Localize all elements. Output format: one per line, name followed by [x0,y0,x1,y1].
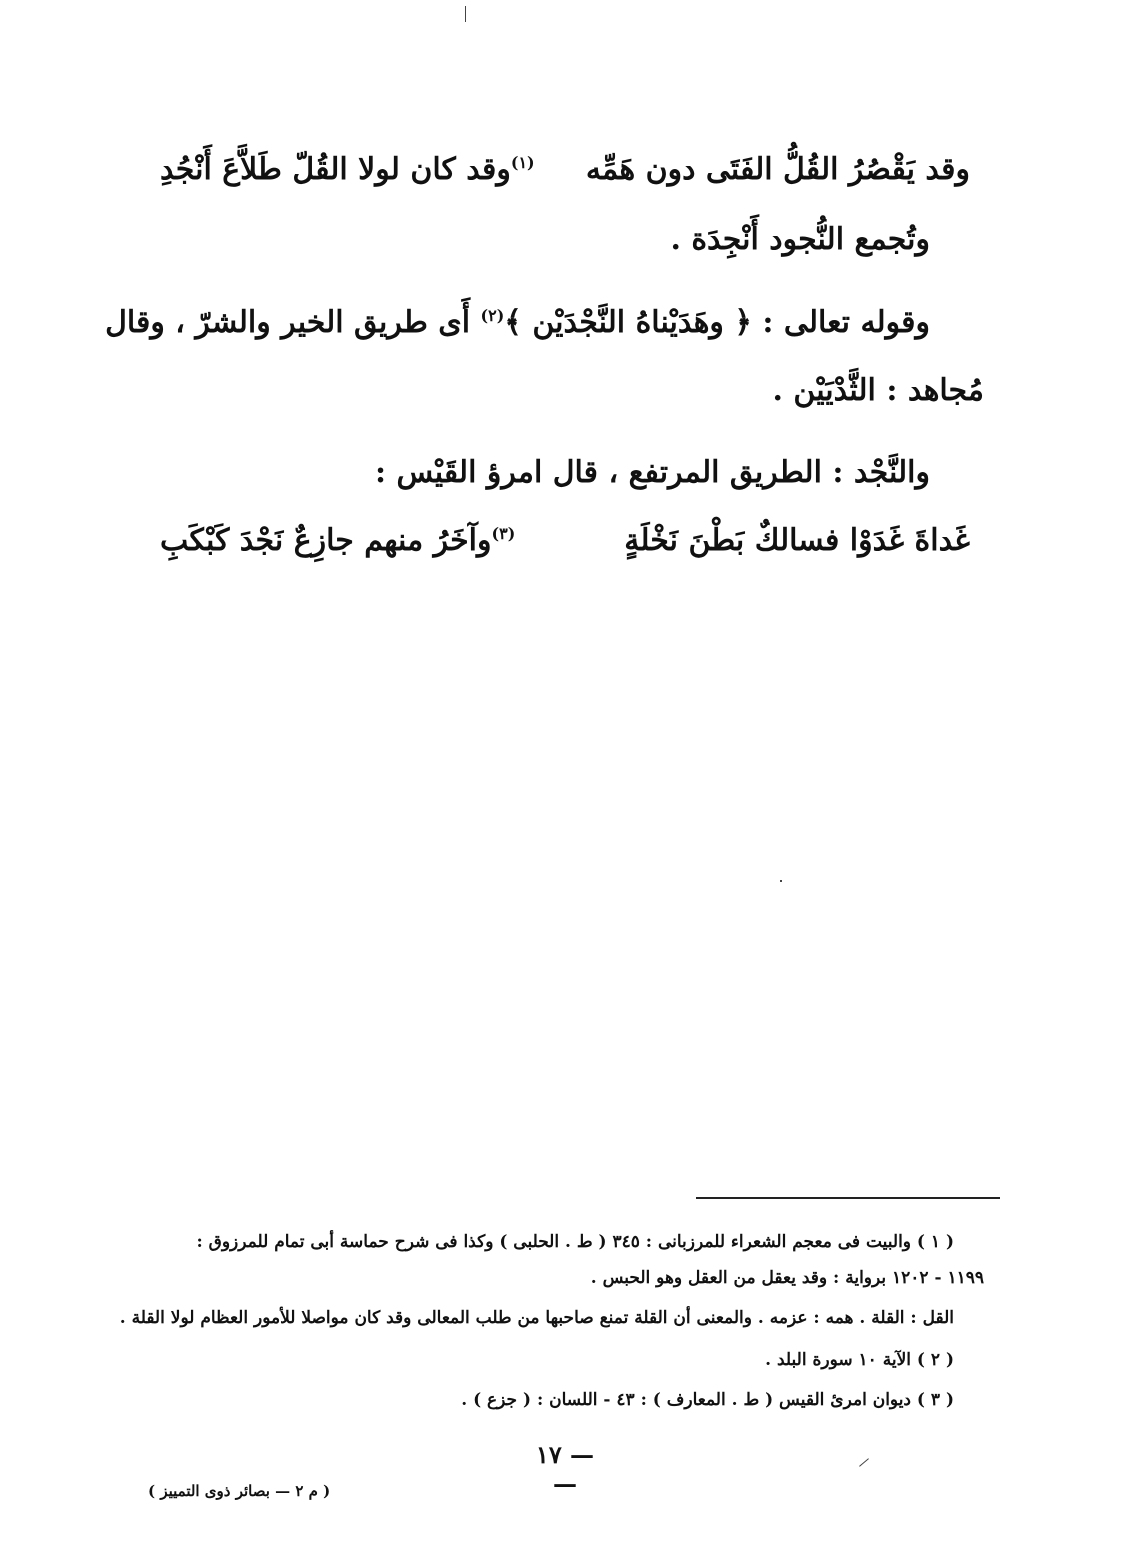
verse2-right-hemistich: غَداةَ غَدَوْا فسالكٌ بَطْنَ نَخْلَةٍ [624,523,970,558]
verse1-left-hemistich [160,152,535,187]
footnote1-line2: ١١٩٩ - ١٢٠٢ برواية : وقد يعقل من العقل وهو الحبس . [590,1268,984,1288]
verse1-right-hemistich: وقد يَقْصُرُ القُلُّ الفَتَى دون هَمِّه [585,152,970,187]
scan-speck [465,6,466,22]
quran-quote: وقوله تعالى : ﴿ وهَدَيْناهُ النَّجْدَيْن ﴾ [504,305,930,340]
footnote1-line3: القل : القلة . همه : عزمه . والمعنى أن القلة تمنع صاحبها من طلب المعالى وقد كان مواصلا للأمور العظام لولا القلة . [119,1308,954,1328]
paragraph2-line1 [105,305,930,340]
footnote-mark-3: (٣) [491,524,516,543]
footnote1-line1: ( ١ ) والبيت فى معجم الشعراء للمرزبانى : ٣٤٥ ( ط . الحلبى ) وكذا فى شرح حماسة أبى تمام للمرزوق : [196,1232,954,1252]
footnote-separator [696,1197,1000,1199]
paragraph2-line2: مُجاهد : الثَّدْيَيْن . [772,373,984,408]
verse2-left-text: وآخَرُ منهم جازِعٌ نَجْدَ كَبْكَبِ [160,523,492,558]
verse1-left-text: وقد كان لولا القُلّ طَلاَّعَ أَنْجُدِ [160,152,511,187]
scan-speck [859,1458,869,1466]
page-number: — ١٧ — [535,1440,595,1498]
footnote-mark-1: (١) [510,153,535,172]
paragraph1-continuation: وتُجمع النُّجود أَنْجِدَة . [670,222,930,257]
paragraph2-line1-rest: أَى طريق الخير والشرّ ، وقال [105,305,481,340]
verse2-left-hemistich [160,523,515,558]
signature-line: ( م ٢ — بصائر ذوى التمييز ) [148,1482,331,1500]
footnote3: ( ٣ ) ديوان امرئ القيس ( ط . المعارف ) : ٤٣ - اللسان : ( جزع ) . [461,1390,954,1410]
scan-speck [780,880,782,882]
paragraph3: والنَّجْد : الطريق المرتفع ، قال امرؤ القَيْس : [374,455,930,490]
footnote2: ( ٢ ) الآية ١٠ سورة البلد . [765,1350,954,1370]
footnote-mark-2: (٢) [480,306,505,325]
